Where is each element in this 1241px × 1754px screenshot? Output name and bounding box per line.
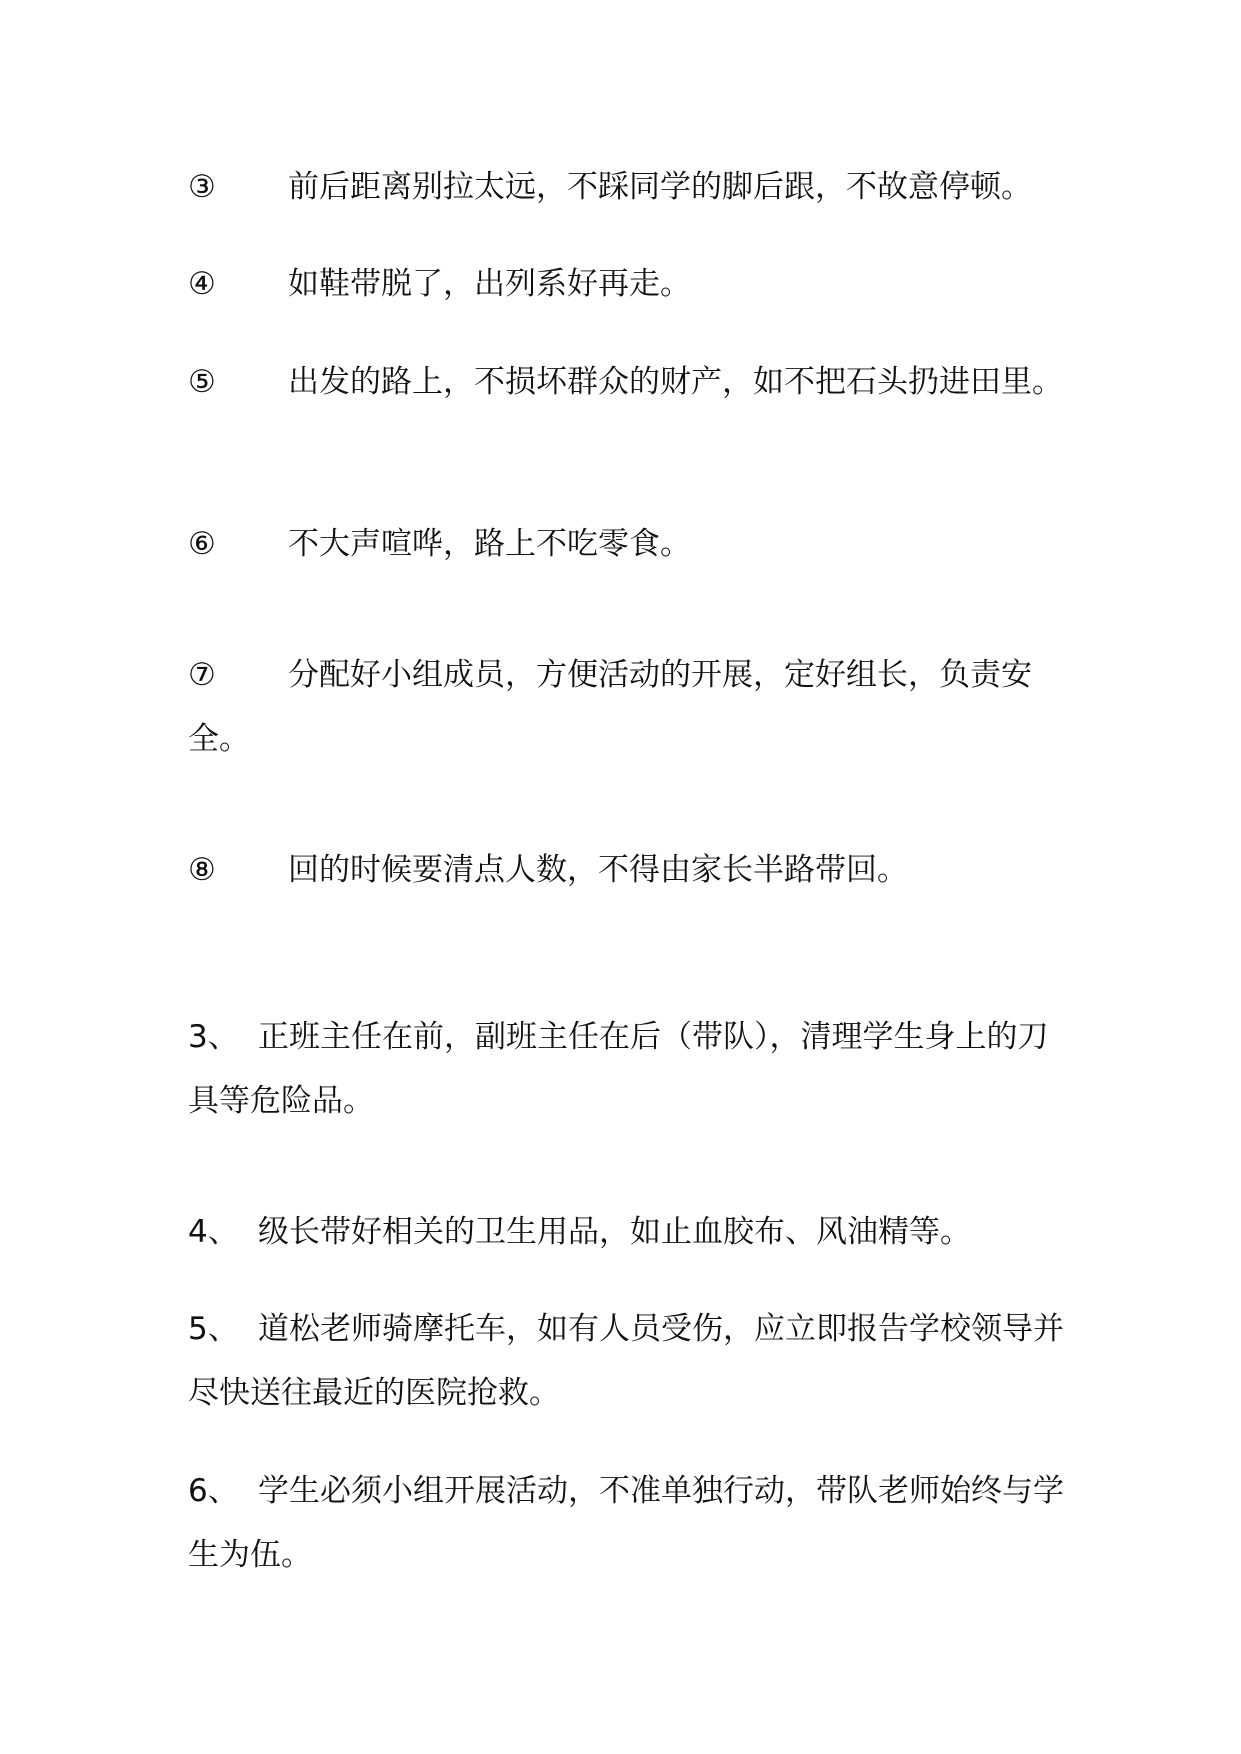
list-item	[188, 1200, 1078, 1264]
list-item	[188, 1297, 1078, 1425]
item-number: ⑦	[188, 657, 216, 693]
item-text: 学生必须小组开展活动，不准单独行动，带队老师始终与学生为伍。	[188, 1473, 1064, 1573]
item-text: 不大声喧哗，路上不吃零食。	[288, 526, 691, 562]
item-text: 前后距离别拉太远，不踩同学的脚后跟，不故意停顿。	[288, 169, 1032, 205]
item-number: ⑥	[188, 526, 216, 562]
item-number: ⑧	[188, 852, 216, 888]
list-item	[188, 252, 1078, 316]
item-text: 分配好小组成员，方便活动的开展，定好组长，负责安全。	[188, 657, 1032, 757]
item-number: ③	[188, 169, 216, 205]
item-number: 3、	[188, 1019, 239, 1055]
list-item	[188, 838, 1078, 902]
item-number: ⑤	[188, 364, 216, 400]
list-item	[188, 350, 1078, 414]
item-number: ④	[188, 266, 216, 302]
list-item	[188, 643, 1078, 771]
list-item	[188, 512, 1078, 576]
item-text: 回的时候要清点人数，不得由家长半路带回。	[288, 852, 908, 888]
item-number: 6、	[188, 1473, 239, 1509]
item-number: 5、	[188, 1311, 239, 1347]
list-item	[188, 1005, 1078, 1133]
item-text: 出发的路上，不损坏群众的财产，如不把石头扔进田里。	[288, 364, 1063, 400]
item-text: 如鞋带脱了，出列系好再走。	[288, 266, 691, 302]
list-item	[188, 155, 1078, 219]
item-number: 4、	[188, 1214, 239, 1250]
item-text: 道松老师骑摩托车，如有人员受伤，应立即报告学校领导并尽快送往最近的医院抢救。	[188, 1311, 1064, 1411]
list-item	[188, 1459, 1078, 1587]
item-text: 级长带好相关的卫生用品，如止血胶布、风油精等。	[258, 1214, 971, 1250]
item-text: 正班主任在前，副班主任在后（带队），清理学生身上的刀具等危险品。	[188, 1019, 1049, 1119]
